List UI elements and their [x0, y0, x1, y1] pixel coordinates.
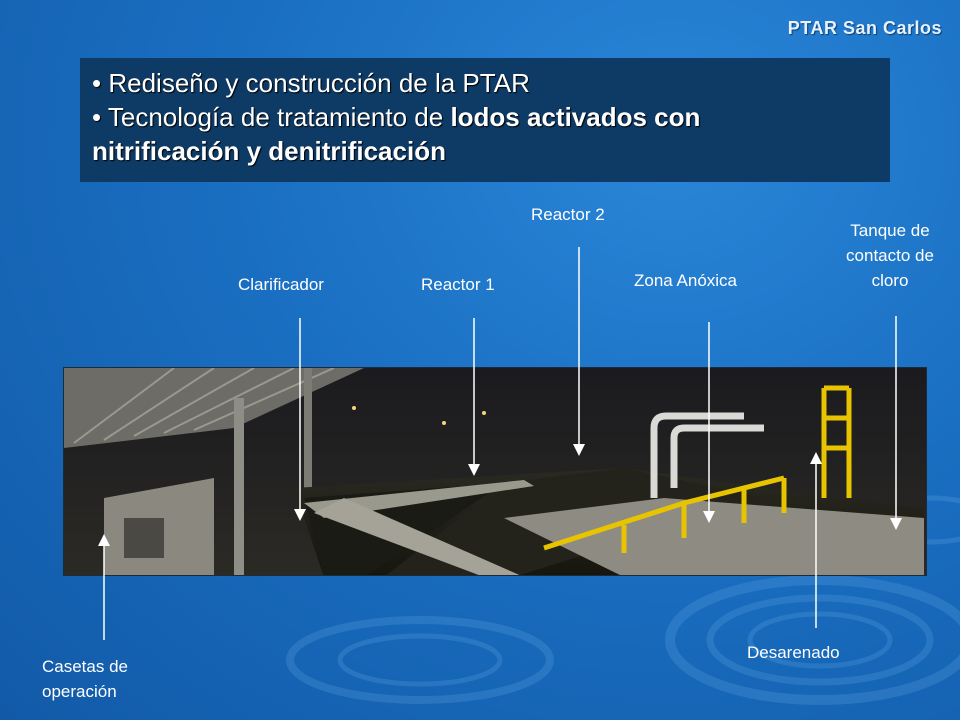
label-tanque-line-2: contacto de	[846, 246, 934, 265]
label-tanque-line-1: Tanque de	[850, 221, 930, 240]
bullet-text: Rediseño y construcción de la PTAR	[108, 68, 530, 98]
label-casetas-line-1: Casetas de	[42, 657, 128, 676]
label-desarenado: Desarenado	[747, 643, 840, 662]
plant-panorama-photo	[63, 367, 927, 576]
bullet-glyph: •	[92, 102, 102, 132]
bullet-list-box	[80, 58, 890, 182]
label-zona-anoxica: Zona Anóxica	[634, 271, 738, 290]
bullet-text-bold-1: lodos activados con	[450, 102, 701, 132]
bullet-item-2	[92, 100, 878, 168]
bullet-text-prefix: Tecnología de tratamiento de	[107, 102, 451, 132]
label-reactor-2: Reactor 2	[531, 205, 605, 224]
label-clarificador: Clarificador	[238, 275, 324, 294]
bullet-item-1	[92, 66, 878, 100]
label-tanque-line-3: cloro	[871, 271, 909, 290]
label-casetas-operacion	[42, 654, 128, 704]
label-tanque-contacto-cloro	[818, 218, 960, 293]
plant-photo-illustration	[64, 368, 927, 576]
label-reactor-1: Reactor 1	[421, 275, 495, 294]
label-casetas-line-2: operación	[42, 682, 117, 701]
bullet-text-bold-2: nitrificación y denitrificación	[92, 136, 446, 166]
bullet-glyph: •	[92, 68, 102, 98]
slide-header-title: PTAR San Carlos	[787, 18, 942, 38]
